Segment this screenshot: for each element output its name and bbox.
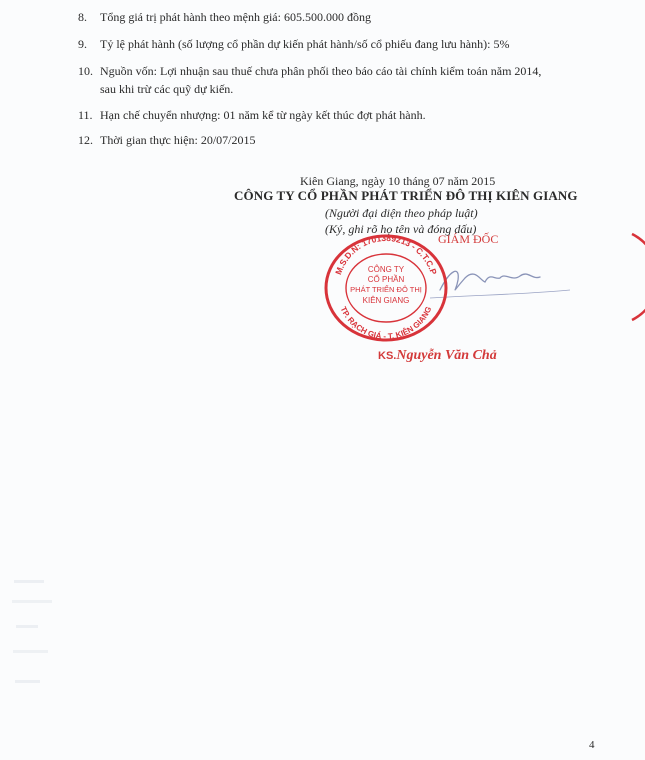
- list-item-9: [78, 35, 509, 53]
- item-text: Tỷ lệ phát hành (số lượng cổ phần dự kiến phát hành/số cổ phiếu đang lưu hành): 5%: [100, 37, 510, 51]
- signer-name: [378, 348, 497, 364]
- item-text: Tổng giá trị phát hành theo mệnh giá: 605.500.000 đồng: [100, 10, 371, 24]
- company-seal: [323, 230, 449, 342]
- list-item-10: [78, 62, 541, 80]
- item-text: Thời gian thực hiện: 20/07/2015: [100, 133, 256, 147]
- signer-prefix: KS.: [378, 350, 397, 362]
- svg-text:TP. RẠCH GIÁ - T. KIÊN GIANG: [339, 305, 434, 341]
- item-number: 8.: [78, 10, 87, 24]
- seal-line-2: CỔ PHẦN: [367, 275, 405, 284]
- list-item-10-continuation: sau khi trừ các quỹ dự kiến.: [100, 82, 234, 96]
- partial-seal-edge: [618, 232, 645, 322]
- place-date: Kiên Giang, ngày 10 tháng 07 năm 2015: [300, 174, 496, 188]
- item-text: Hạn chế chuyển nhượng: 01 năm kể từ ngày kết thúc đợt phát hành.: [100, 108, 426, 122]
- seal-line-4: KIÊN GIANG: [362, 296, 410, 305]
- director-title: GIÁM ĐỐC: [438, 232, 499, 246]
- list-item-8: [78, 8, 371, 26]
- list-item-12: [78, 131, 256, 149]
- item-number: 11.: [78, 108, 93, 122]
- seal-line-1: CÔNG TY: [367, 265, 405, 274]
- signer-full-name: Nguyễn Văn Chả: [396, 348, 497, 363]
- list-item-11: [78, 106, 426, 124]
- seal-line-3: PHÁT TRIỂN ĐÔ THỊ: [350, 285, 422, 294]
- seal-ring-top: M.S.D.N: 1701389213 - C.T.C.P: [333, 232, 439, 276]
- company-name: CÔNG TY CỔ PHẦN PHÁT TRIỂN ĐÔ THỊ KIÊN GIANG: [234, 188, 578, 203]
- item-number: 12.: [78, 133, 93, 147]
- item-text: Nguồn vốn: Lợi nhuận sau thuế chưa phân phối theo báo cáo tài chính kiểm toán năm 2014,: [100, 64, 542, 78]
- item-number: 10.: [78, 64, 93, 78]
- role-line-2: (Ký, ghi rõ họ tên và đóng dấu): [325, 222, 477, 236]
- page-number: 4: [589, 739, 595, 751]
- item-number: 9.: [78, 37, 87, 51]
- seal-ring-bottom: TP. RẠCH GIÁ - T. KIÊN GIANG: [338, 305, 434, 342]
- role-line-1: (Người đại diện theo pháp luật): [325, 206, 478, 220]
- scan-smudge: [10, 570, 70, 720]
